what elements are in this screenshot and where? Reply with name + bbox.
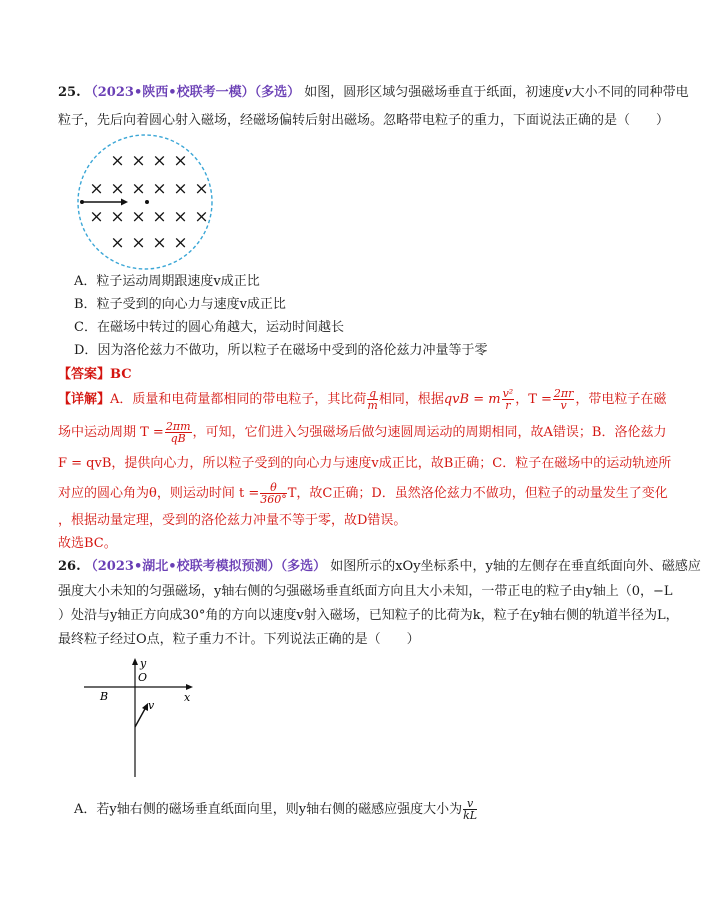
field-label: B — [100, 690, 109, 703]
field-cross-mark: × — [110, 151, 125, 171]
answer-label: 【答案】 — [58, 367, 111, 382]
q26-source: （2023•湖北•校联考模拟预测）（多选） — [84, 559, 327, 574]
field-cross-mark: × — [131, 233, 146, 253]
center-point — [145, 200, 149, 204]
q25-option-a[interactable] — [74, 273, 260, 291]
option-text: 粒子受到的向心力与速度v成正比 — [96, 297, 286, 312]
option-letter: A． — [74, 274, 97, 289]
q25-stem-a: 如图，圆形区域匀强磁场垂直于纸面，初速度 — [304, 85, 565, 100]
detail-text: ，T = — [515, 392, 552, 407]
q26-number: 26. — [58, 559, 81, 574]
q25-detail-line5: ，根据动量定理，受到的洛伦兹力冲量不等于零，故D错误。 — [58, 513, 407, 528]
option-text: 在磁场中转过的圆心角越大，运动时间越长 — [96, 320, 344, 335]
q25-detail-line3: F = qvB，提供向心力，所以粒子受到的向心力与速度v成正比，故B正确；C．粒子在磁场中的运动轨迹所 — [58, 456, 672, 471]
q26-option-a[interactable] — [74, 798, 478, 821]
fraction-q-over-m: $\frac{q}{m}$ — [367, 387, 378, 412]
q25-option-d[interactable] — [74, 342, 487, 360]
answer-value: BC — [110, 367, 132, 382]
q26-stem-line3: ）处沿与y轴正方向成30°角的方向以速度v射入磁场，已知粒子的比荷为k，粒子在y轴右侧的轨道半径为L， — [58, 608, 679, 623]
field-cross-mark: × — [152, 233, 167, 253]
option-letter: D． — [74, 343, 98, 358]
field-cross-mark: × — [173, 207, 188, 227]
q25-magnetic-field-figure — [70, 138, 220, 268]
option-letter: C． — [74, 320, 97, 335]
field-cross-mark: × — [152, 179, 167, 199]
velocity-vector — [135, 707, 146, 727]
origin-label: O — [138, 671, 148, 684]
fraction-2pir-over-v: $\frac{2\pi r}{v}$ — [553, 387, 574, 412]
x-axis-arrow — [186, 684, 193, 690]
field-cross-mark: × — [89, 179, 104, 199]
q25-detail-line4 — [58, 482, 668, 505]
field-cross-mark: × — [131, 207, 146, 227]
equation-qvb: qvB = m — [443, 392, 501, 407]
q26-stem-line2: 强度大小未知的匀强磁场，y轴右侧的匀强磁场垂直纸面方向且大小未知，一带正电的粒子由y轴上（0，−L — [58, 584, 673, 599]
q25-answer — [58, 366, 132, 384]
q25-detail-line2 — [58, 421, 666, 444]
fraction-v2-over-r: $\frac{\text{v²}}{r}$ — [502, 387, 514, 412]
q25-option-c[interactable] — [74, 319, 344, 337]
field-cross-mark: × — [152, 151, 167, 171]
field-cross-mark: × — [194, 207, 209, 227]
q25-number: 25. — [58, 85, 81, 100]
y-axis-arrow — [132, 658, 138, 665]
field-cross-mark: × — [131, 151, 146, 171]
field-cross-mark: × — [110, 179, 125, 199]
detail-text: 场中运动周期 T = — [58, 425, 164, 440]
q25-stem-b: 大小不同的同种带电 — [571, 85, 689, 100]
q25-detail-line1 — [58, 388, 666, 411]
fraction-v-over-kl: $\frac{v}{kL}$ — [463, 797, 478, 822]
velocity-label: v — [148, 699, 155, 712]
option-letter: B． — [74, 297, 97, 312]
detail-text: 对应的圆心角为θ，则运动时间 t = — [58, 486, 260, 501]
q26-coordinate-figure — [80, 655, 210, 780]
detail-text: 相同，根据 — [378, 392, 444, 407]
field-cross-mark: × — [173, 151, 188, 171]
fraction-theta-over-360: $\frac{\theta}{360^\circ}$ — [260, 481, 287, 506]
q25-option-b[interactable] — [74, 296, 286, 314]
q25-stem-line2: 粒子，先后向着圆心射入磁场，经磁场偏转后射出磁场。忽略带电粒子的重力，下面说法正确的是（ ） — [58, 113, 670, 128]
q26-stem-text: 如图所示的xOy坐标系中，y轴的左侧存在垂直纸面向外、磁感应 — [330, 559, 701, 574]
field-cross-mark: × — [110, 207, 125, 227]
detail-text: T，故C正确；D．虽然洛伦兹力不做功，但粒子的动量发生了变化 — [287, 486, 668, 501]
detail-text: ，可知，它们进入匀强磁场后做匀速圆周运动的周期相同，故A错误；B．洛伦兹力 — [192, 425, 667, 440]
detail-label: 【详解】 — [58, 392, 111, 407]
q25-stem-line1 — [58, 84, 689, 102]
option-text: 因为洛伦兹力不做功，所以粒子在磁场中受到的洛伦兹力冲量等于零 — [97, 343, 488, 358]
field-cross-mark: × — [173, 179, 188, 199]
q25-stem-v: v — [564, 85, 572, 100]
q25-source: （2023•陕西•校联考一模）（多选） — [84, 85, 301, 100]
q26-stem-line4: 最终粒子经过O点，粒子重力不计。下列说法正确的是（ ） — [58, 632, 420, 647]
field-cross-mark: × — [194, 179, 209, 199]
field-cross-mark: × — [173, 233, 188, 253]
q26-stem-line1 — [58, 558, 701, 576]
q25-conclusion: 故选BC。 — [58, 536, 117, 551]
velocity-arrow-head — [121, 199, 128, 206]
field-cross-mark: × — [110, 233, 125, 253]
option-text: A．若y轴右侧的磁场垂直纸面向里，则y轴右侧的磁感应强度大小为 — [74, 802, 463, 817]
detail-text: A．质量和电荷量都相同的带电粒子，其比荷 — [110, 392, 367, 407]
x-axis-label: x — [184, 691, 191, 704]
detail-text: ，带电粒子在磁 — [575, 392, 667, 407]
field-cross-mark: × — [131, 179, 146, 199]
entry-point — [80, 200, 84, 204]
field-cross-mark: × — [89, 207, 104, 227]
option-text: 粒子运动周期跟速度v成正比 — [96, 274, 260, 289]
field-cross-mark: × — [152, 207, 167, 227]
fraction-2pim-over-qb: $\frac{2\pi m}{qB}$ — [165, 420, 191, 445]
y-axis-label: y — [140, 657, 147, 670]
